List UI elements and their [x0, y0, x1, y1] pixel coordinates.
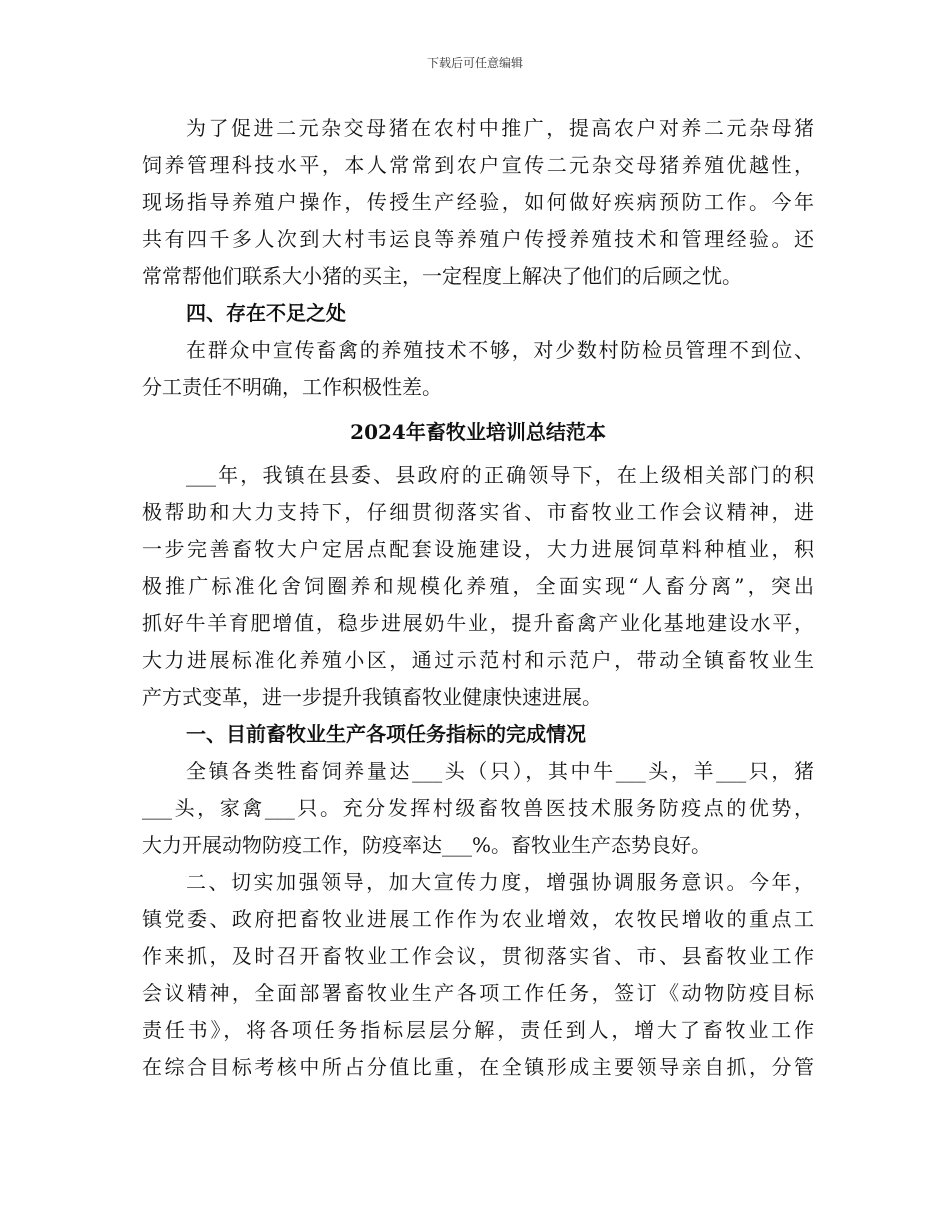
- text-line: 责任书》，将各项任务指标层层分解，责任到人，增大了畜牧业工作: [142, 1018, 814, 1042]
- text-line: 作来抓，及时召开畜牧业工作会议，贯彻落实省、市、县畜牧业工作: [142, 944, 814, 968]
- document-title: 2024年畜牧业培训总结范本: [350, 420, 606, 444]
- section-heading-1: 一、目前畜牧业生产各项任务指标的完成情况: [186, 722, 586, 746]
- text-line: 产方式变革，进一步提升我镇畜牧业健康快速进展。: [142, 685, 602, 709]
- text-line: 常常帮他们联系大小猪的买主，一定程度上解决了他们的后顾之忧。: [142, 264, 742, 288]
- text-line: 会议精神，全面部署畜牧业生产各项工作任务，签订《动物防疫目标: [142, 981, 814, 1005]
- text-line: 在群众中宣传畜禽的养殖技术不够，对少数村防检员管理不到位、: [186, 338, 814, 362]
- text-line: 分工责任不明确，工作积极性差。: [142, 375, 442, 399]
- paragraph-3: [142, 457, 814, 716]
- text-line: 抓好牛羊育肥增值，稳步进展奶牛业，提升畜禽产业化基地建设水平，: [142, 611, 814, 635]
- text-line: 现场指导养殖户操作，传授生产经验，如何做好疾病预防工作。今年: [142, 190, 814, 214]
- text-line: 大力进展标准化养殖小区，通过示范村和示范户，带动全镇畜牧业生: [142, 648, 814, 672]
- paragraph-4: [142, 753, 814, 864]
- text-line: 二、切实加强领导，加大宣传力度，增强协调服务意识。今年，: [186, 870, 814, 894]
- text-line: 极帮助和大力支持下，仔细贯彻落实省、市畜牧业工作会议精神，进: [142, 500, 814, 524]
- text-line: ___头，家禽___只。充分发挥村级畜牧兽医技术服务防疫点的优势，: [142, 796, 814, 820]
- text-line: 极推广标准化舍饲圈养和规模化养殖，全面实现“人畜分离”，突出: [142, 574, 814, 598]
- paragraph-1: [142, 110, 814, 295]
- text-line: 共有四千多人次到大村韦运良等养殖户传授养殖技术和管理经验。还: [142, 227, 814, 251]
- text-line: 为了促进二元杂交母猪在农村中推广，提高农户对养二元杂母猪: [186, 116, 814, 140]
- text-line: 一步完善畜牧大户定居点配套设施建设，大力进展饲草料种植业，积: [142, 537, 814, 561]
- text-line: 饲养管理科技水平，本人常常到农户宣传二元杂交母猪养殖优越性，: [142, 153, 814, 177]
- text-line: 全镇各类牲畜饲养量达___头（只），其中牛___头，羊___只，猪: [186, 759, 814, 783]
- text-line: 镇党委、政府把畜牧业进展工作作为农业增效，农牧民增收的重点工: [142, 907, 814, 931]
- paragraph-2: [142, 332, 814, 406]
- text-line: ___年，我镇在县委、县政府的正确领导下，在上级相关部门的积: [186, 463, 814, 487]
- document-body: [142, 110, 814, 1086]
- text-line: 在综合目标考核中所占分值比重，在全镇形成主要领导亲自抓，分管: [142, 1055, 814, 1079]
- page-header: 下载后可任意编辑: [426, 56, 523, 70]
- paragraph-5: [142, 864, 814, 1086]
- text-line: 大力开展动物防疫工作，防疫率达___%。畜牧业生产态势良好。: [142, 833, 712, 857]
- section-heading-4: 四、存在不足之处: [186, 301, 346, 325]
